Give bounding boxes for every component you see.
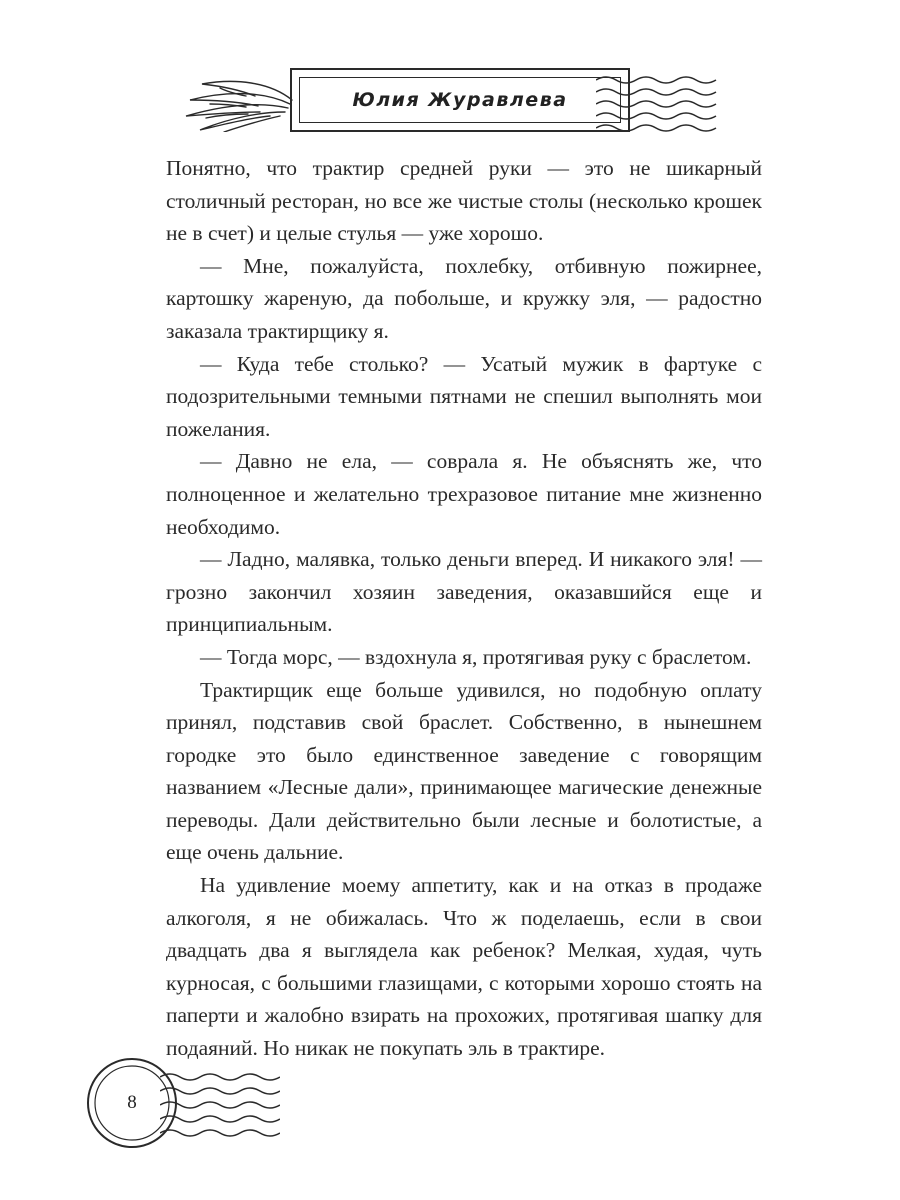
body-text bbox=[166, 152, 762, 1065]
postmark-icon bbox=[160, 1063, 280, 1143]
paragraph: — Тогда морс, — вздохнула я, протягивая руку с браслетом. bbox=[200, 644, 752, 669]
paragraph: Трактирщик еще больше удивился, но подобную оплату принял, подставив свой браслет. Собственно, в нынешнем городке это было единственное заведение с говорящим названием «Лесные дали», принимающее магические денежные переводы. Дали действительно были лесные и болотистые, а еще очень дальние. bbox=[166, 677, 762, 865]
page-footer bbox=[74, 1055, 284, 1170]
running-header bbox=[0, 60, 900, 140]
author-stamp-inner bbox=[299, 77, 621, 123]
wing-icon bbox=[180, 70, 295, 132]
paragraph: — Ладно, малявка, только деньги вперед. И никакого эля! — грозно закончил хозяин заведения, оказавшийся еще и принципиальным. bbox=[166, 547, 762, 637]
paragraph: Понятно, что трактир средней руки — это не шикарный столичный ресторан, но все же чистые столы (несколько крошек не в счет) и целые стулья — уже хорошо. bbox=[166, 156, 762, 246]
paragraph: — Куда тебе столько? — Усатый мужик в фартуке с подозрительными темными пятнами не спешил выполнять мои пожелания. bbox=[166, 351, 762, 441]
author-stamp-frame bbox=[290, 68, 630, 132]
paragraph: — Давно не ела, — соврала я. Не объяснять же, что полноценное и желательно трехразовое питание мне жизненно необходимо. bbox=[166, 449, 762, 539]
author-name: Юлия Журавлева bbox=[352, 89, 568, 111]
paragraph: — Мне, пожалуйста, похлебку, отбивную пожирнее, картошку жареную, да побольше, и кружку эля, — радостно заказала трактирщику я. bbox=[166, 253, 762, 343]
paragraph: На удивление моему аппетиту, как и на отказ в продаже алкоголя, я не обижалась. Что ж поделаешь, если в свои двадцать два я выглядела как ребенок? Мелкая, худая, чуть курносая, с большими глазищами, с которыми хорошо стоять на паперти и жалобно взирать на прохожих, протягивая шапку для подаяний. Но никак не покупать эль в трактире. bbox=[166, 873, 762, 1061]
postmark-icon bbox=[596, 66, 726, 136]
page-number: 8 bbox=[127, 1092, 137, 1113]
